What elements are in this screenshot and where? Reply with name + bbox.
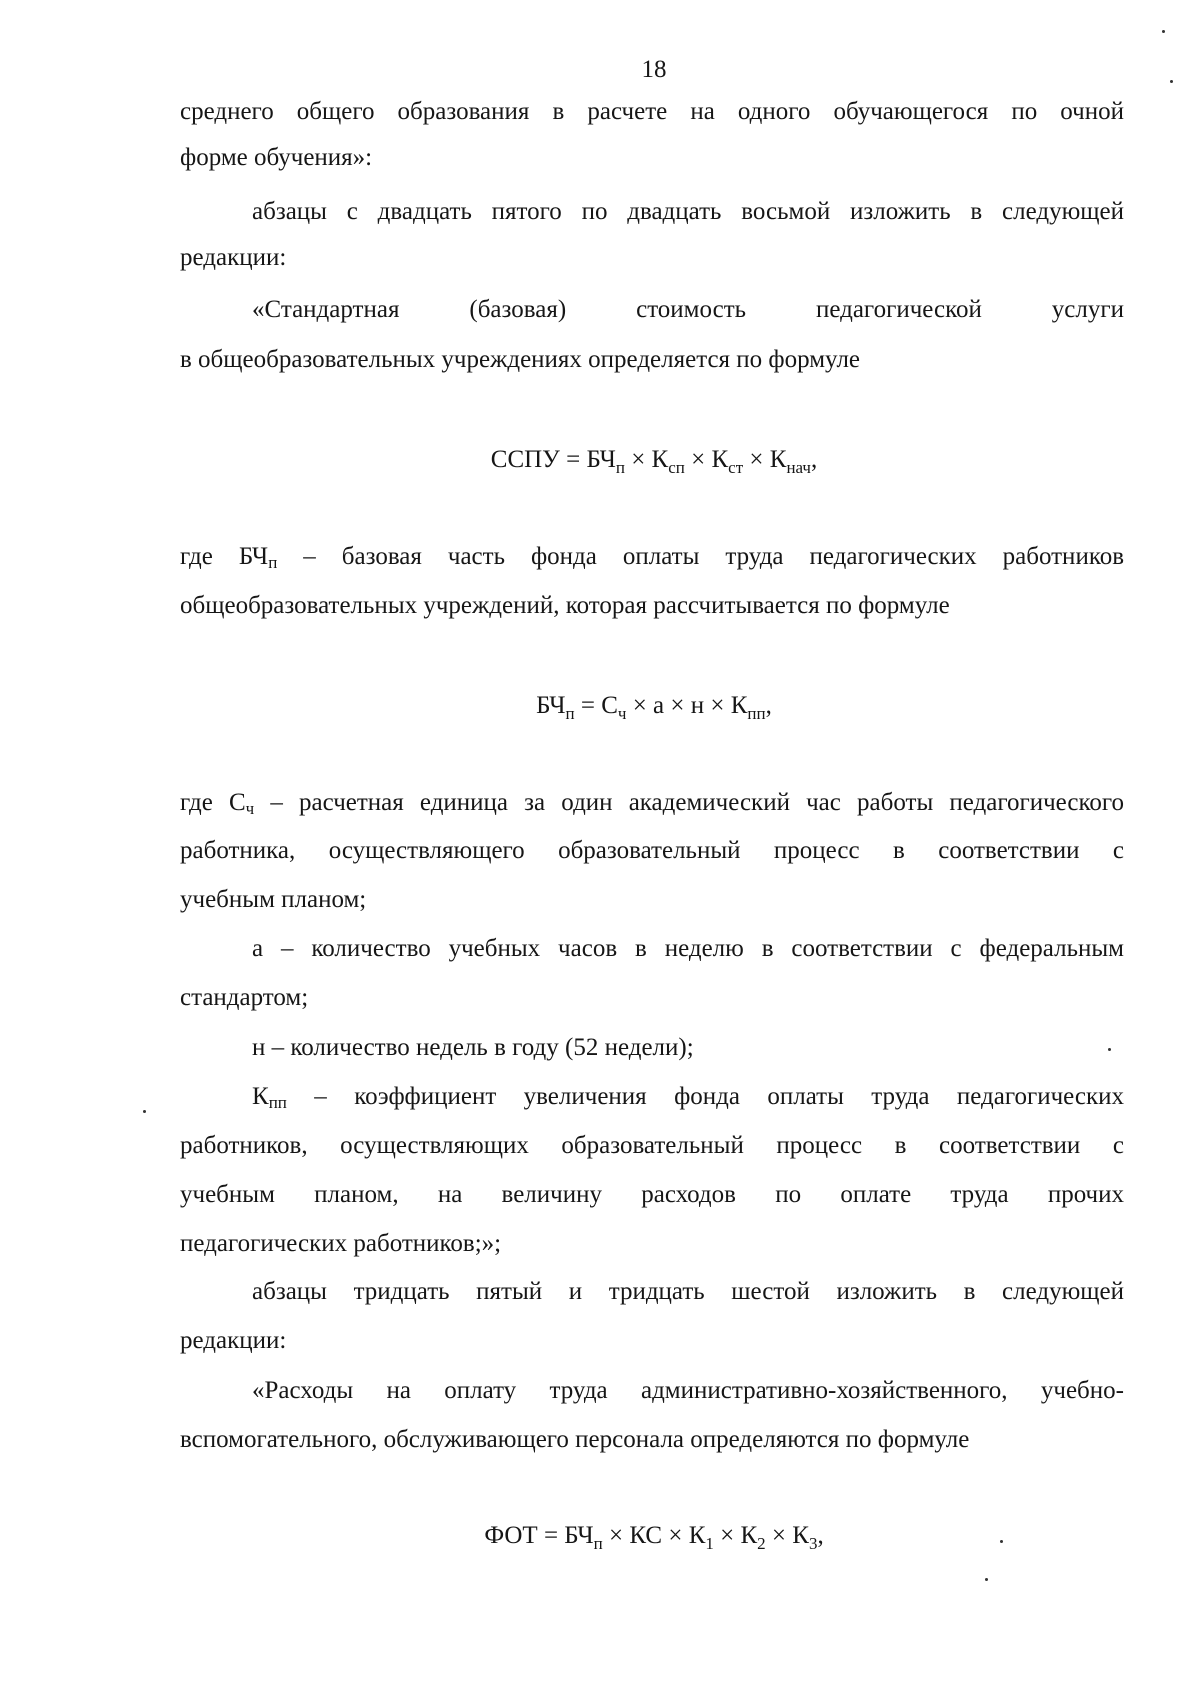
text-line: редакции: bbox=[180, 244, 287, 271]
formula-bch: $БЧ_п = С_ч \times а \times н \times К_{пп}$, bbox=[536, 692, 772, 723]
text-line: учебным планом; bbox=[180, 886, 367, 913]
text-line: «Стандартная (базовая) стоимость педагогической услуги bbox=[252, 296, 1124, 323]
text-line: вспомогательного, обслуживающего персонала определяются по формуле bbox=[180, 1426, 970, 1453]
page-number: 18 bbox=[641, 56, 667, 83]
text-line: н – количество недель в году (52 недели); bbox=[252, 1034, 694, 1061]
scan-speck bbox=[143, 1110, 146, 1113]
text-line: работника, осуществляющего образовательный процесс в соответствии с bbox=[180, 837, 1124, 864]
text-line: среднего общего образования в расчете на одного обучающегося по очной bbox=[180, 98, 1124, 125]
formula-sspu: ССПУ = $БЧ_п \times К_{сп} \times К_{ст} \times К_{нач}$, bbox=[490, 446, 818, 477]
formula-fot: ФОТ = $БЧ_п$ × КС × $К_1 \times К_2 \times К_3$, bbox=[484, 1522, 824, 1553]
text-line: стандартом; bbox=[180, 984, 309, 1011]
text-line: форме обучения»: bbox=[180, 144, 373, 171]
scan-speck bbox=[985, 1578, 988, 1581]
text-line: в общеобразовательных учреждениях определяется по формуле bbox=[180, 346, 861, 373]
text-line: «Расходы на оплату труда административно-хозяйственного, учебно- bbox=[252, 1377, 1124, 1404]
text-line: педагогических работников;»; bbox=[180, 1230, 502, 1257]
text-line: а – количество учебных часов в неделю в соответствии с федеральным bbox=[252, 935, 1124, 962]
scan-speck bbox=[1000, 1540, 1003, 1543]
text-line: работников, осуществляющих образовательный процесс в соответствии с bbox=[180, 1132, 1124, 1159]
scan-speck bbox=[1108, 1048, 1111, 1051]
scan-speck bbox=[1162, 30, 1165, 33]
text-line: $К_{пп}$ – коэффициент увеличения фонда оплаты труда педагогических bbox=[252, 1083, 1124, 1112]
text-line: общеобразовательных учреждений, которая рассчитывается по формуле bbox=[180, 592, 950, 619]
text-line: учебным планом, на величину расходов по оплате труда прочих bbox=[180, 1181, 1124, 1208]
text-line: абзацы тридцать пятый и тридцать шестой изложить в следующей bbox=[252, 1278, 1124, 1305]
scan-speck bbox=[1170, 80, 1173, 83]
text-line: абзацы с двадцать пятого по двадцать восьмой изложить в следующей bbox=[252, 198, 1124, 225]
text-line: где $БЧ_п$ – базовая часть фонда оплаты труда педагогических работников bbox=[180, 543, 1124, 572]
text-line: редакции: bbox=[180, 1327, 287, 1354]
text-line: где $С_ч$ – расчетная единица за один академический час работы педагогического bbox=[180, 789, 1125, 818]
